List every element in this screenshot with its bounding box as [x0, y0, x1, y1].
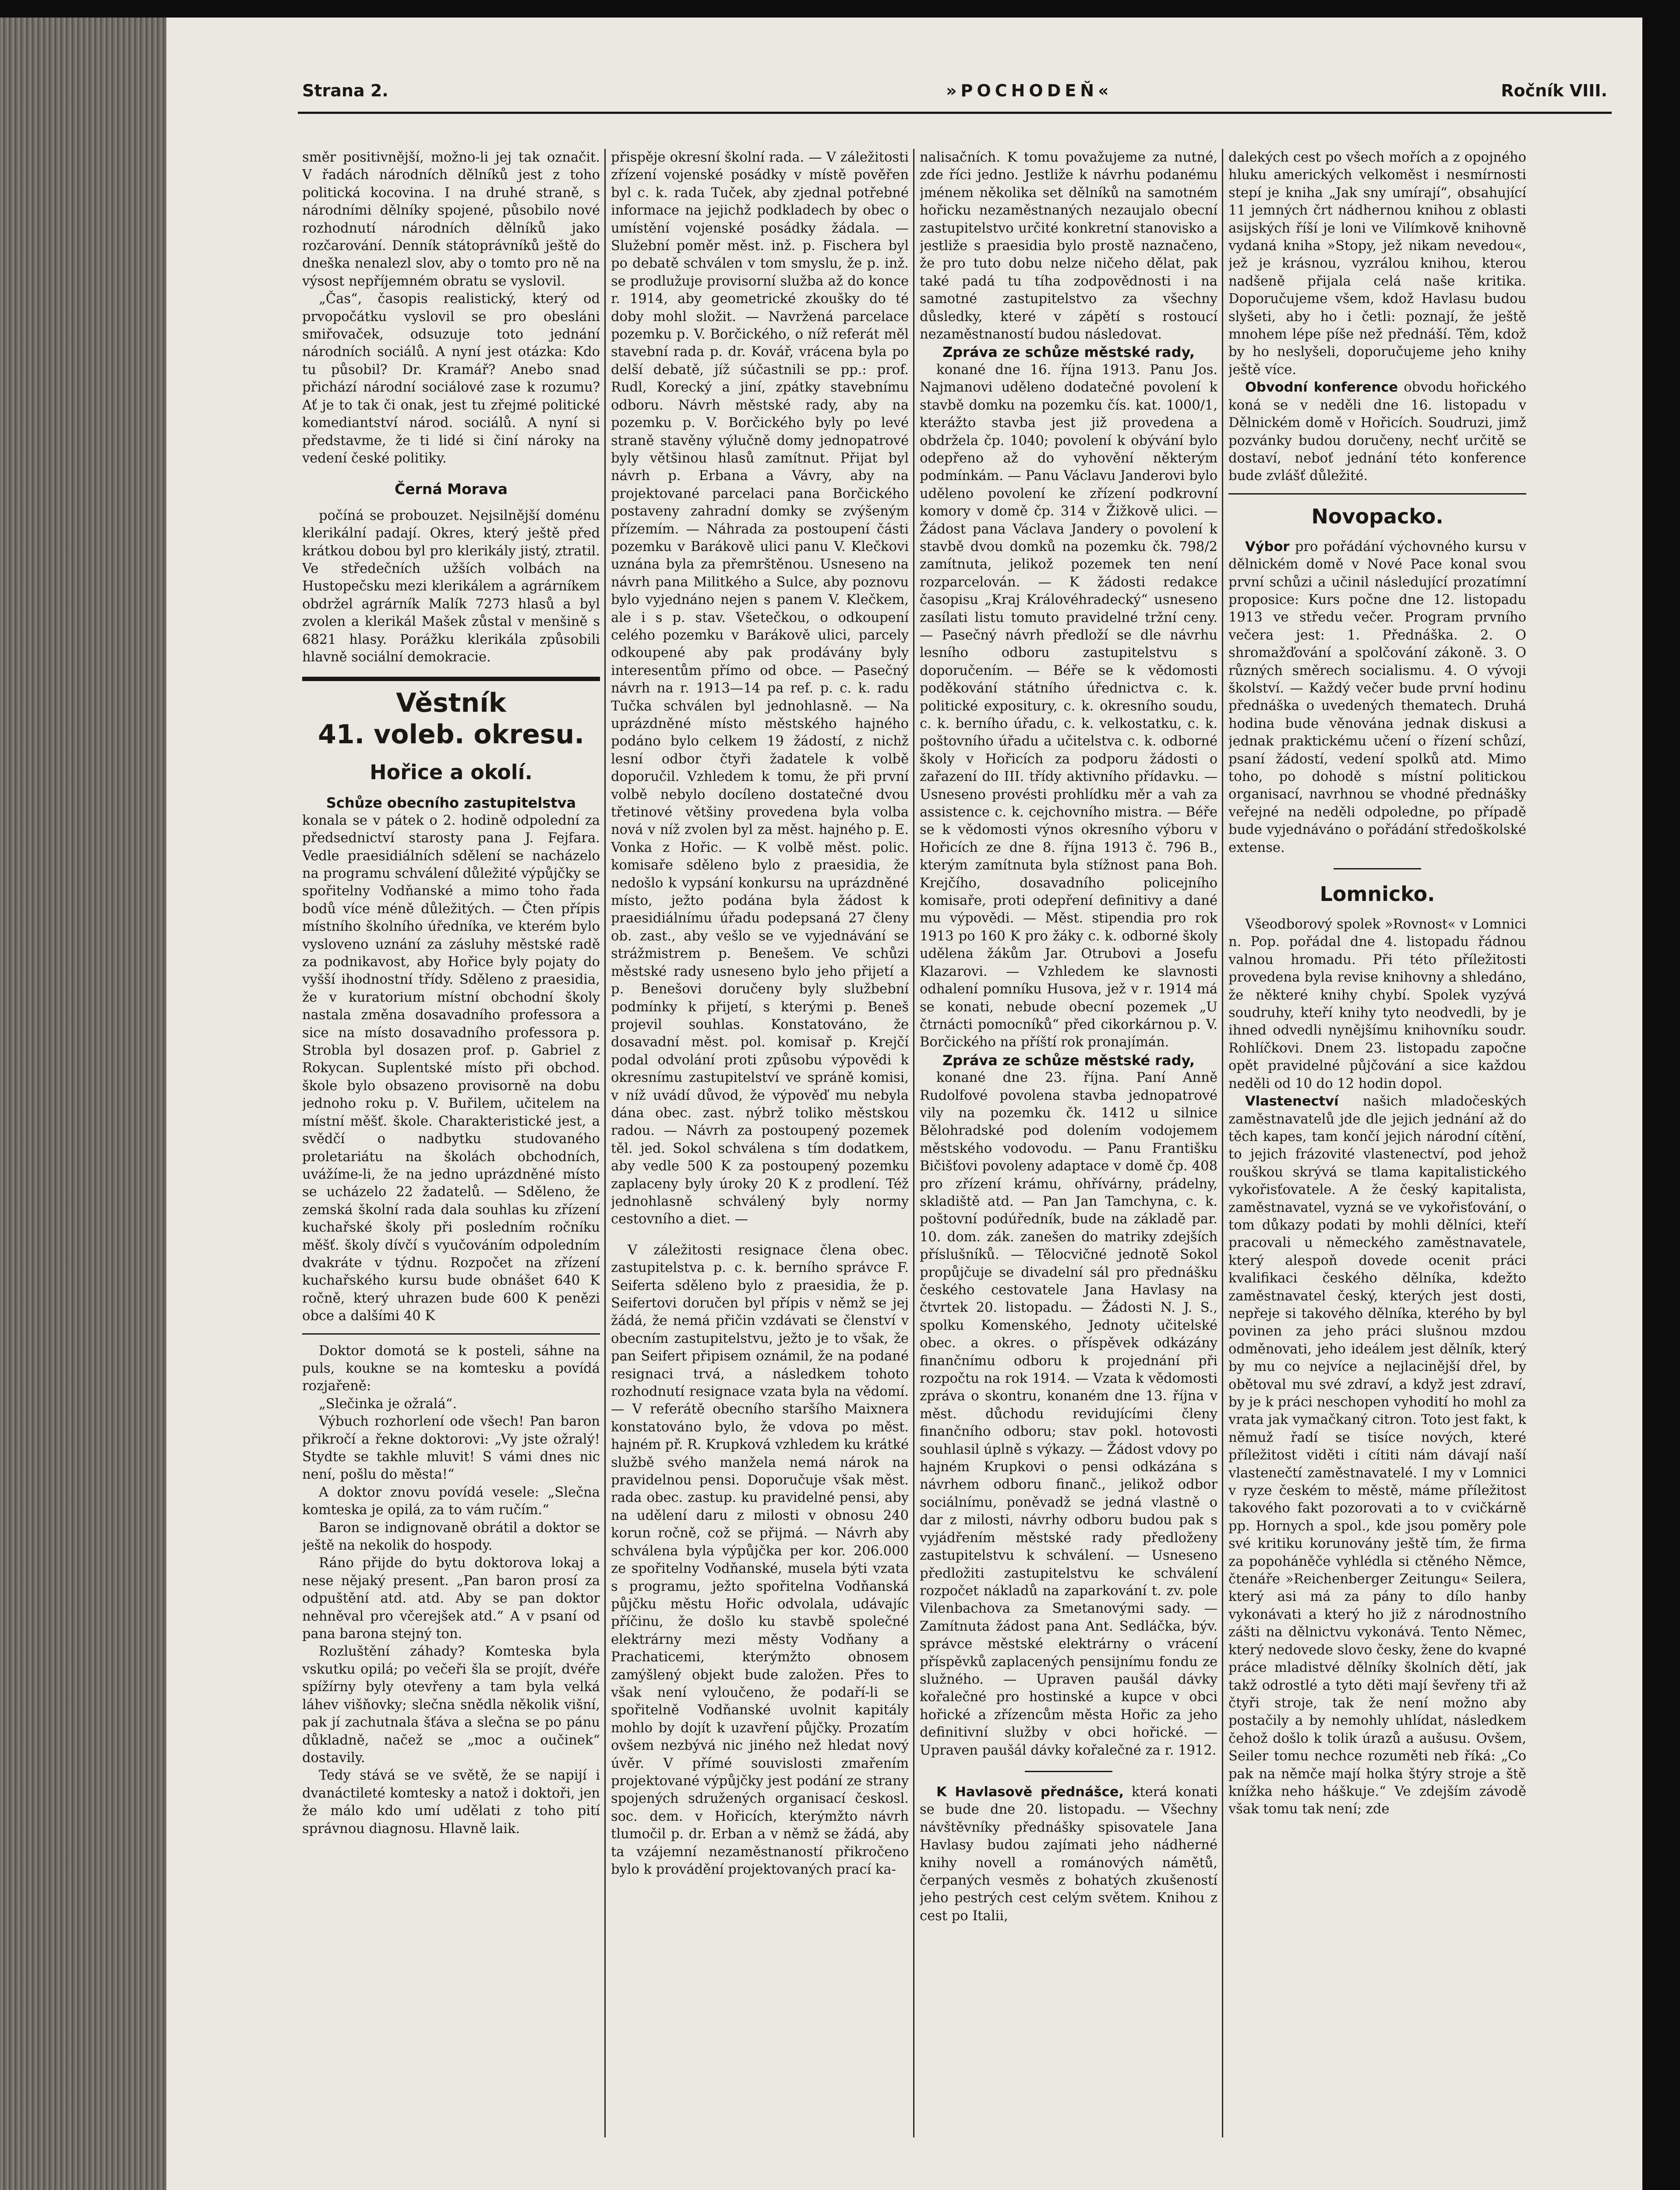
page-header	[302, 81, 1607, 107]
column-divider	[1222, 149, 1223, 2137]
newspaper-page	[166, 18, 1642, 2190]
article-lead-obvodni: Obvodní konference	[1245, 380, 1398, 396]
column-divider	[913, 149, 914, 2137]
paragraph: obvodu hořického koná se v neděli dne 16. listopadu v Dělnickém domě v Hořicích. Soudruzi, jimž pozvánky budou doručeny, nechť určitě se dostaví, neboť jednání této konference bude zvlášť důležité.	[1228, 380, 1526, 484]
section-rule	[302, 1333, 600, 1335]
article-heading-zprava-2: Zpráva ze schůze městské rady,	[942, 1052, 1195, 1069]
volume-label: Ročník VIII.	[1501, 81, 1607, 100]
vestnik-subtitle: 41. voleb. okresu.	[318, 719, 585, 750]
book-binding-edge	[0, 18, 180, 2190]
column-3	[920, 149, 1218, 2124]
novopacko-heading: Novopacko.	[1311, 504, 1444, 528]
section-rule	[1334, 868, 1421, 869]
column-2	[611, 149, 909, 2124]
section-rule	[1025, 1771, 1112, 1772]
article-heading-zprava-1: Zpráva ze schůze městské rady,	[942, 344, 1195, 361]
paragraph: Doktor domotá se k posteli, sáhne na puls, koukne se na komtesku a povídá rozjařeně:	[302, 1343, 600, 1394]
paragraph: dalekých cest po všech mořích a z opojného hluku amerických velkoměst i nesmírnosti stepí je kniha „Jak sny umírají“, obsahující 11 jemných črt nádhernou knihou z oblasti asijských říší je loni ve Vilímkově knihovně vydaná kniha »Stopy, jež nikam nevedou«, jež je krásnou, vyzrálou knihou, kterou nadšeně přijala celá naše kritika. Doporučujeme všem, kdož Havlasu budou slyšeti, aby ho i četli: poznají, že ještě mnohem lépe píše než přednáší. Těm, kdož by ho neslyšeli, doporučujeme jeho knihy ještě více.	[1228, 150, 1526, 378]
paragraph: Ráno přijde do bytu doktorova lokaj a nese nějaký present. „Pan baron prosí za odpuštění atd. atd. Aby se pan doktor nehněval pro včerejšek atd.“ A v psaní od pana barona stejný ton.	[302, 1555, 600, 1642]
paragraph: „Čas“, časopis realistický, který od prvopočátku vyslovil se pro obesláni smiřovaček, odsuzuje toto jednání národních sociálů. A nyní jest otázka: Kdo tu působil? Dr. Kramář? Anebo snad přichází národní sociálové zase k rozumu? Ať je to tak či onak, jest tu zřejmé politické komediantství národ. sociálů. A nyní si představme, že ti lidé si činí nároky na vedení české politiky.	[302, 291, 600, 466]
article-lead-vlastenectvi: Vlastenectví	[1245, 1094, 1339, 1109]
paragraph: Baron se indignovaně obrátil a doktor se ještě na nekolik do hospody.	[302, 1520, 600, 1554]
page-number-label: Strana 2.	[302, 81, 388, 100]
paragraph: „Slečinka je ožralá“.	[319, 1396, 457, 1412]
paragraph: nalisačních. K tomu považujeme za nutné, zde říci jedno. Jestliže k návrhu podanému jménem několika set dělníků na samotném hořicku nezaměstnaných nezaujalo obecní zastupitelstvo určité konkretní stanovisko a jestliže s praesidia bylo prostě naznačeno, že pro tuto dobu nelze ničeho dělat, pak také padá tu tíha zodpovědnosti i na samotné zastupitelstvo za všechny důsledky, které v zápětí s rostoucí nezaměstnaností budou následovat.	[920, 150, 1218, 343]
paragraph: konala se v pátek o 2. hodině odpolední za předsednictví starosty pana J. Fejfara. Vedle praesidiálních sdělení se nacházelo na programu schválení důležité výpůjčky se spořitelny Vodňanské a mimo toho řada bodů více méně důležitých. — Čten přípis místního školního úředníka, ve kterém bylo vysloveno uznání za zásluhy městské radě za podnikavost, aby Hořice byly pojaty do vyšší ihodnostní třídy. Sděleno z praesidia, že v kuratorium místní obchodní školy nastala změna dosavadního professora a sice na místo dosavadního professora p. Strobla byl dosazen prof. p. Gabriel z Rokycan. Suplentské místo při obchod. škole bylo obsazeno provisorně na dobu jednoho roku p. V. Buřilem, učitelem na místní měšť. škole. Charakteristické jest, a svědčí o nadbytku studovaného proletariátu na školách obchodních, uvážíme-li, že na jedno uprázdněné místo se ucházelo 22 žadatelů. — Sděleno, že zemská školní rada dala souhlas ku zřízení kuchařské školy při posledním ročníku měšť. školy dívčí s vyučováním odpoledním dvakráte v týdnu. Rozpočet na zřízení kuchařského kursu bude obnášet 640 K ročně, který uhrazen bude 600 K penězi obce a dalšími 40 K	[302, 812, 600, 1324]
paragraph: přispěje okresní školní rada. — V záležitosti zřízení vojenské posádky v místě pověřen byl c. k. rada Tuček, aby zjednal potřebné informace na jejichž podkladech by obec o umístění vojenské posádky žádala. — Služební poměr měst. inž. p. Fischera byl po debatě schválen v tom smyslu, že p. inž. se prodlužuje provisorní služba až do konce r. 1914, aby geometrické zkoušky do té doby mohl složit. — Navržená parcelace pozemku p. V. Borčického, o níž referát měl stavební rada p. dr. Kovář, vrácena byla po delší debatě, jíž súčastnili se pp.: prof. Rudl, Korecký a jiní, zpátky stavebnímu odboru. Návrh městské rady, aby na pozemku p. V. Borčického byly po levé straně stavěny výlučně domy jednopatrové byly většinou hlasů zamítnut. Přijat byl návrh p. Erbana a Vávry, aby na projektované parcelaci pana Borčického postaveny zahradní domky se zvýšeným přízemím. — Náhrada za postoupení části pozemku v Barákově ulici panu V. Klečkovi uznána byla za přemrštěnou. Usneseno na návrh pana Militkého a Sulce, aby poznovu bylo vyjednáno nejen s panem V. Klečkem, ale i s p. stav. Všetečkou, o odkoupení celého pozemku v Barákově ulici, parcely odkoupené aby pak prodávány byly interesentům přímo od obce. — Pasečný návrh na r. 1913—14 pa ref. p. c. k. radu Tučka schválen byl jednohlasně. — Na uprázdněné místo městského hajného podáno bylo celkem 19 žádostí, z nichž lesní odbor čtyři žadatele k volbě doporučil. Vzhledem k tomu, že při první volbě nebylo docíleno dostatečné dvou třetinové většiny provedena byla volba nová v níž zvolen byl za měst. hajného p. E. Vonka z Hořic. — K volbě měst. polic. komisaře sděleno bylo z praesidia, že nedošlo k vypsání konkursu na uprázdněné místo, ježto podána byla žádost k praesidiálnímu úřadu podepsaná 27 členy ob. zast., aby vešlo se ve vyjednávání se strážmistrem p. Benešem. Ve schůzi městské rady usneseno bylo jeho přijetí a p. Benešovi doručeny byly službební podmínky k přijetí, s kterými p. Beneš projevil souhlas. Konstatováno, že dosavadní měst. pol. komisař p. Krejčí podal odvolání proti způsobu výpovědi k okresnímu zastupitelství ve spráně komisi, v níž uvádí důvod, že výpověď mu nebyla dána obec. zast. nýbrž toliko městskou radou. — Návrh za postoupený pozemek těl. jed. Sokol schválena s tím dodatkem, aby vedle 500 K za postoupený pozemku zaplaceny byly úroky 20 K z prodlení. Též jednohlasně schválený byly normy cestovního a diet. —	[611, 150, 909, 1227]
vestnik-title: Věstník	[396, 688, 506, 719]
paragraph: která konati se bude dne 20. listopadu. — Všechny návštěvníky přednášky spisovatele Jana Havlasy budou zajímati jeho nádherné knihy novell a románových námětů, čerpaných vesměs z bohatých zkušeností jeho pestrých cest celým světem. Knihou z cest po Italii,	[920, 1784, 1218, 1924]
paragraph: A doktor znovu povídá vesele: „Slečna komteska je opilá, za to vám ručím.“	[302, 1484, 600, 1518]
paragraph: směr positivnější, možno-li jej tak označit. V řadách národních dělníků jest z toho politická kocovina. I na druhé straně, s národními dělníky spojené, působilo nové rozhodnutí národních dělníků jako rozčarování. Denník státoprávníků ještě do dneška nenalezl slov, aby o tomto pro ně na výsost nepříjemném obratu se vyslovil.	[302, 150, 600, 289]
column-divider	[604, 149, 606, 2137]
horice-heading: Hořice a okolí.	[370, 760, 533, 784]
paragraph: počíná se probouzet. Nejsilnější doménu klerikální padají. Okres, který ještě před krátkou dobou byl pro klerikály jistý, ztratil. Ve středečních užších volbách na Hustopečsku mezi klerikálem a agrárníkem obdržel agrárník Malík 7273 hlasů a byl zvolen a klerikál Mašek zůstal v menšině s 6821 hlasy. Porážku klerikála způsobili hlavně sociální demokracie.	[302, 508, 600, 665]
section-rule	[302, 677, 600, 681]
lomnicko-heading: Lomnicko.	[1320, 882, 1435, 906]
paragraph: konané dne 23. října. Paní Anně Rudolfové povolena stavba jednopatrové vily na pozemku čk. 1412 u silnice Bělohradské pod dolením vodojemem městského vodovodu. — Panu Františku Bičišťovi povoleny adaptace v domě čp. 408 pro zřízení krámu, ohřívárny, prádelny, skladiště atd. — Pan Jan Tamchyna, c. k. poštovní podúředník, bude na základě par. 10. dom. zák. zanešen do matriky zdejších příslušníků. — Tělocvičné jednotě Sokol propůjčuje se divadelní sál pro přednášku českého cestovatele Jana Havlasy na čtvrtek 20. listopadu. — Žádosti N. J. S., spolku Komenského, Jednoty učitelské obec. a okres. o příspěvek odkázány finančnímu odboru k projednání při rozpočtu na rok 1914. — Vzata k vědomosti zpráva o skontru, konaném dne 13. října v měst. důchodu revidujícími členy finančního odboru; stav pokl. hotovosti souhlasil úplně s výkazy. — Žádost vdovy po hajném Krupkovi o pensi odkázána s návrhem odboru finanč., jelikož odbor sociálnímu, poněvadž se jedná vlastně o dar z milosti, návrhy odboru budou pak s vyjádřením městské rady předloženy zastupitelstvu k schválení. — Usneseno předložiti zastupitelstvu ke schválení rozpočet nákladů na zaparkování t. zv. pole Vilenbachova za Smetanovými sady. — Zamítnuta žádost pana Ant. Sedláčka, býv. správce městské elektrárny o vrácení příspěvků zaplacených pensijnímu fondu ze služného. — Upraven paušál dávky kořalečné pro hostinské a kupce v obci hořické a zřízencům města Hořic za jeho definitivní služby v obci hořické. — Upraven paušál dávky kořalečné za r. 1912.	[920, 1070, 1218, 1758]
article-heading-schuze: Schůze obecního zastupitelstva	[326, 795, 576, 812]
paragraph: konané dne 16. října 1913. Panu Jos. Najmanovi uděleno dodatečné povolení k stavbě domku na pozemku čís. kat. 1000/1, kterážto stavba jest již provedena a obdržela čp. 1040; povolení k obývání bylo odepřeno až do vyhovění některým podmínkám. — Panu Václavu Janderovi bylo uděleno povolení ke zřízení podkrovní komory v domě čp. 314 v Žižkově ulici. — Žádost pana Václava Jandery o povolení k stavbě dvou domků na pozemku čk. 798/2 zamítnuta, jelikož pozemek ten není rozparcelován. — K žádosti redakce časopisu „Kraj Královéhradecký“ usneseno zasílati listu tomuto pravidelné tržní ceny. — Pasečný návrh předloží se dle návrhu lesního odboru zastupitelstvu s doporučením. — Béře se k vědomosti poděkování státního úřednictva c. k. politické expositury, c. k. okresního soudu, c. k. berního úřadu, c. k. velkostatku, c. k. poštovního úřadu a učitelstva c. k. odborné školy v Hořicích za podporu žádosti o zařazení do III. třídy aktivního přídavku. — Usneseno provésti prohlídku měr a vah za assistence c. k. cejchovního mistra. — Béře se k vědomosti výnos okresního výboru v Hořicích ze dne 8. října 1913 č. 796 B., kterým zamítnuta byla stížnost pana Boh. Krejčího, dosavadního policejního komisaře, proti odepření definitivy a dané mu výpovědi. — Měst. stipendia pro rok 1913 po 160 K pro žáky c. k. odborné školy udělena žákům Jar. Otrubovi a Josefu Klazarovi. — Vzhledem ke slavnosti odhalení pomníku Husova, jež v r. 1914 má se konati, nebude obecní pozemek „U čtrnácti pomocníků“ před cikorkárnou p. V. Borčického na příští rok pronajímán.	[920, 362, 1218, 1050]
header-rule	[298, 112, 1612, 114]
column-4	[1228, 149, 1526, 2124]
article-lead-vybor: Výbor	[1245, 539, 1290, 555]
paragraph: Všeodborový spolek »Rovnost« v Lomnici n. Pop. pořádal dne 4. listopadu řádnou valnou hromadu. Při této příležitosti provedena byla revise knihovny a shledáno, že některé knihy chybí. Spolek vyzývá soudruhy, kteří knihy tyto neodvedli, by je ihned odvedli nynějšímu knihovníku soudr. Rohlíčkovi. Dnem 23. listopadu započne opět pravidelné půjčování a sice každou neděli od 10 do 12 hodin dopol.	[1228, 917, 1526, 1091]
paragraph: Výbuch rozhorlení ode všech! Pan baron přikročí a řekne doktorovi: „Vy jste ožralý! Stydte se takhle mluvit! S vámi dnes nic není, pošlu do města!“	[302, 1414, 600, 1483]
column-1	[302, 149, 600, 2124]
paragraph: V záležitosti resignace člena obec. zastupitelstva p. c. k. berního správce F. Seiferta sděleno bylo z praesidia, že p. Seifertovi doručen byl přípis v němž se jej žádá, že nemá přičin vzdávati se členství v obecním zastupitelstvu, ježto je to však, že pan Seifert připisem oznámil, že na podané resignaci trvá, a následkem tohoto rozhodnutí resignace vzata byla na vědomí. — V referátě obecního staršího Maixnera konstatováno bylo, že vdova po měst. hajném př. R. Krupková vzhledem ku krátké službě svého manžela nemá nárok na pravidelnou pensi. Doporučuje však měst. rada obec. zastup. ku pravidelné pensi, aby na udělení daru z milosti v obnosu 240 korun ročně, což se přijmá. — Návrh aby schválena byla výpůjčka per kor. 206.000 ze spořitelny Vodňanské, musela býti vzata s programu, ježto spořitelna Vodňanská půjčku městu Hořic odvolala, udávajíc příčinu, že došlo ku stavbě společné elektrárny mezi městy Vodňany a Prachaticemi, kterýmžto obnosem zamýšlený objekt bude založen. Přes to však není vyloučeno, že podaří-li se spořitelně Vodňanské uvolnit kapitály mohlo by dojít k uzavření půjčky. Prozatím ovšem nezbývá nic jiného než hledat nový úvěr. V přímé souvislosti zmařením projektované výpůjčky jest podání ze strany spojených sdružených organisací českosl. soc. dem. v Hořicích, kterýmžto návrh tlumočil p. dr. Erban a v němž se žádá, aby ta vzájemní nezaměstnaností přikročeno bylo k provádění projektovaných prací ka-	[611, 1242, 909, 1877]
section-rule	[1228, 493, 1526, 495]
paragraph: našich mladočeských zaměstnavatelů jde dle jejich jednání až do těch kapes, tam končí jejich národní cítění, to jejich frázovité vlastenectví, pod jehož rouškou skrývá se tlama kapitalistického vykořisťovatele. A že český kapitalista, zaměstnavatel, vyzná se ve vykořisťování, o tom důkazy podati by mohli dělníci, kteří pracovali u německého zaměstnavatele, který alespoň dovede ocenit práci kvalifikaci českého dělníka, kdežto zaměstnavatel český, kterých jest dosti, nepřeje si takového dělníka, kterého by byl povinen za jeho práci slušnou mzdou odměnovati, jeho ideálem jest dělník, který by mu co nejvíce a nejlacinější dřel, by obětoval mu své zdraví, a když jest zdraví, by je k práci neschopen vyhodití ho mohl za vrata jak vymačkaný citron. Toto jest fakt, k němuž řadí se tisíce nových, které příležitost viděti i cítiti nám dávají naší vlastenečtí zaměstnavatelé. I my v Lomnici v ryze českém to městě, máme příležitost takového fakt pozorovati a to v cvičkárně pp. Hornych a spol., kde jsou poměry pole své kritiku korunovány ještě tím, že firma za popoháněče vyhlédla si ctěného Němce, čtenáře »Reichenberger Zeitungu« Seilera, který asi má za pány to dílo hanby vykonávati a který ho již z národnostního zášti na dělnictvu vykonává. Tento Němec, který nedovede slovo česky, žene do kvapné práce mladistvé dělníky školních dětí, jak takž odrostlé a tyto děti mají ševřeny tři až čtyři stroje, tak že není možno aby postačily a by nemohly uhlídat, následkem čehož došlo k tolik úrazů a aušusu. Ovšem, Seiler tomu nechce rozuměti neb říká: „Co pak na němče mají holka štýry stroje a ště knížka neho háškuje.“ Ve zdejším závodě však tomu tak není; zde	[1228, 1094, 1526, 1817]
section-heading-cerna-morava: Černá Morava	[395, 480, 508, 498]
paragraph: pro pořádání výchovného kursu v dělnickém domě v Nové Pace konal svou první schůzi a učinil následující prozatímní proposice: Kurs počne dne 12. listopadu 1913 ve středu večer. Program prvního večera jest: 1. Přednáška. 2. O shromažďování a spolčování zákoně. 3. O různých směrech socialismu. 4. O vývoji školství. — Každý večer bude první hodinu přednáška o uvedených thematech. Druhá hodina bude věnována jednak diskusi a jednak praktickému učení o řízení schůzí, psaní žádostí, vedení spolků atd. Mimo toho, po dohodě s místní politickou organisací, navrhnou se vhodné přednášky veřejné na neděli odpoledne, po případě bude vyjednáváno o pořádání středoškolské extense.	[1228, 539, 1526, 855]
paragraph: Tedy stává se ve světě, že se napijí i dvanáctileté komtesky a natož i doktoři, jen že málo kdo umí udělati z toho pití správnou diagnosu. Hlavně laik.	[302, 1768, 600, 1837]
article-lead-havlasa: K Havlasově přednášce,	[936, 1784, 1124, 1800]
newspaper-title: »POCHODEŇ«	[946, 81, 1113, 100]
paragraph: Rozluštění záhady? Komteska byla vskutku opilá; po večeři šla se projít, dvéře spížírny byly otevřeny a tam byla velká láhev višňovky; slečna snědla několik višní, pak jí zachutnala šťáva a slečna se po pánu důkladně, načež se „moc a oučinek“ dostavily.	[302, 1644, 600, 1766]
